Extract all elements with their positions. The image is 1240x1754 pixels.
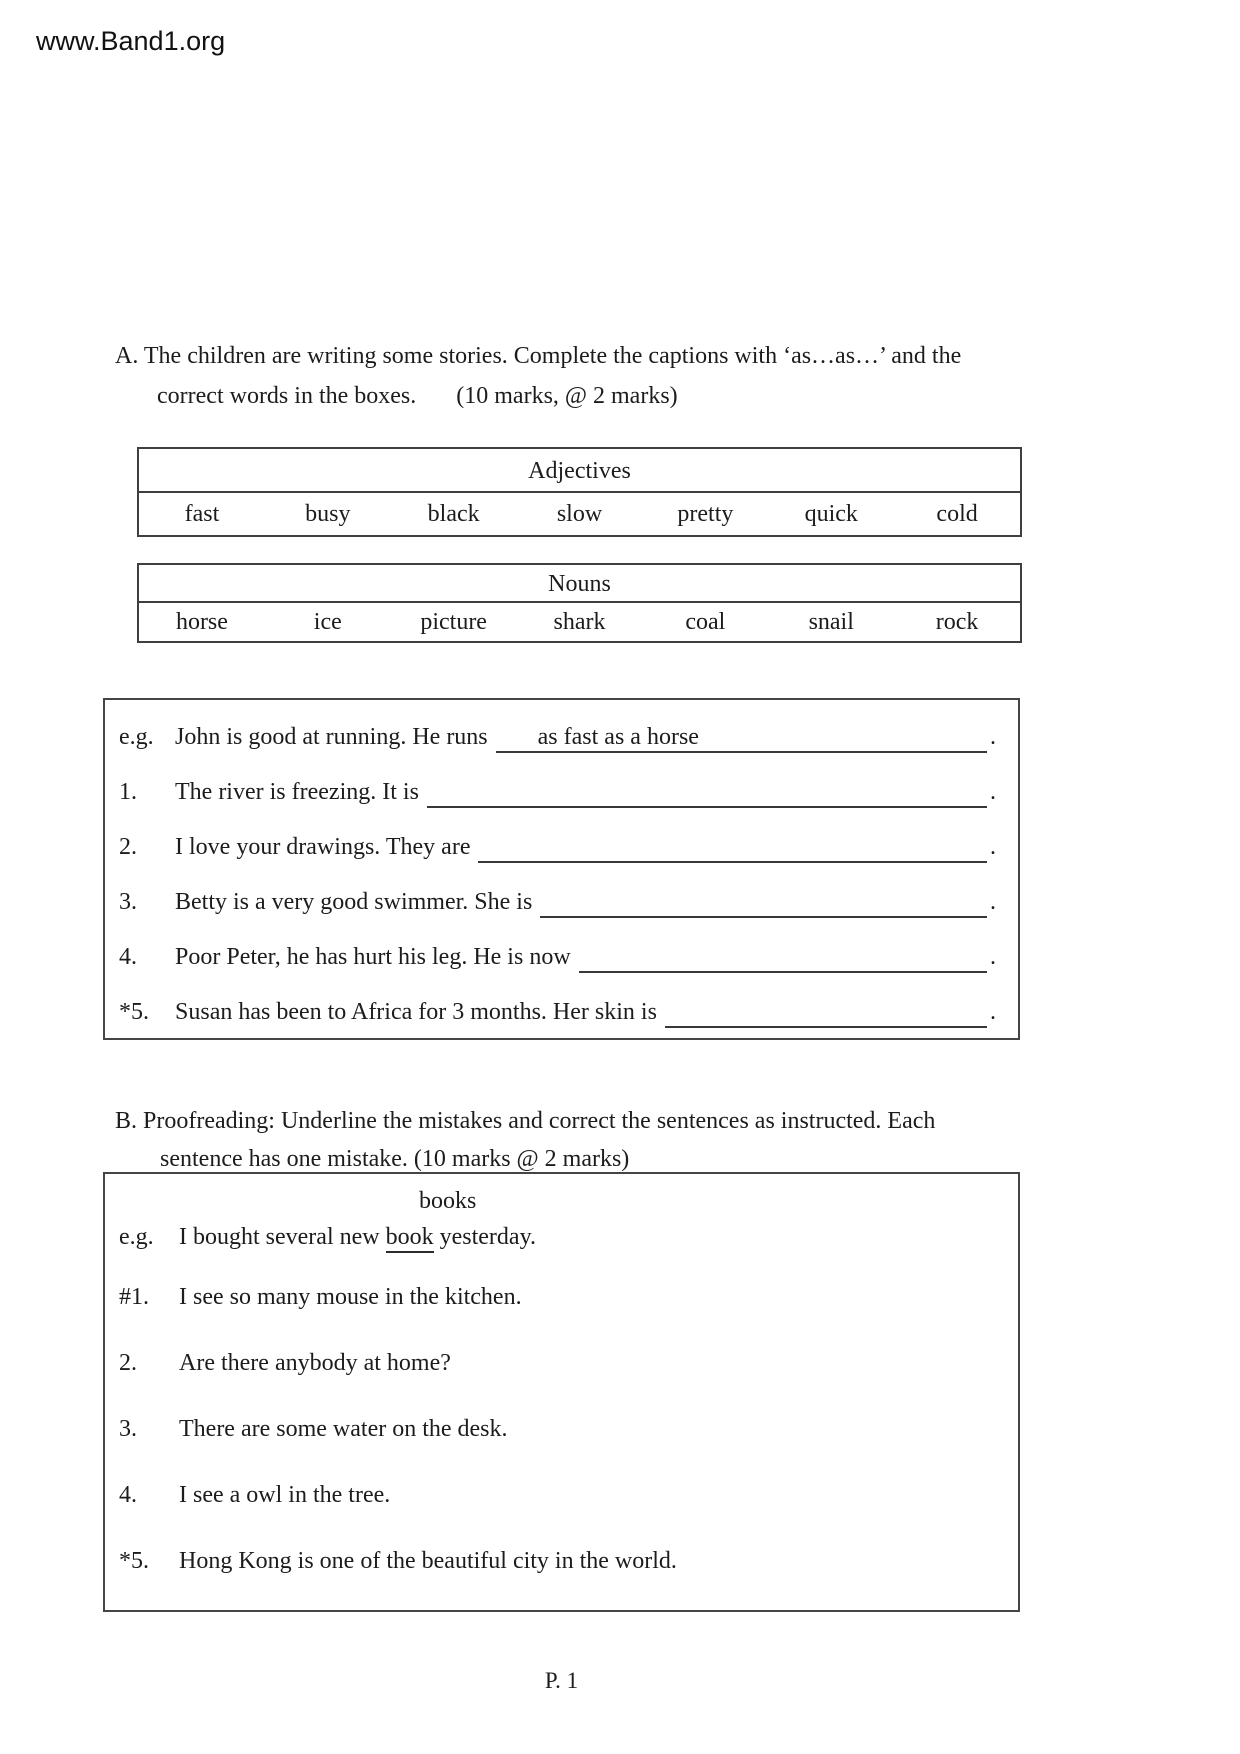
answer-blank (427, 779, 987, 808)
item-text: John is good at running. He runs (175, 724, 488, 750)
section-a-instruction-line2 (157, 376, 961, 416)
adjectives-row (139, 493, 1020, 535)
end-punctuation: . (990, 944, 996, 970)
item-number: 2. (119, 834, 137, 860)
item-number: *5. (119, 999, 149, 1025)
item-number: 2. (119, 1350, 137, 1376)
answer-blank (540, 889, 987, 918)
example-row (119, 712, 996, 767)
section-b-exercise-box (103, 1172, 1020, 1612)
adjective-word: cold (936, 500, 978, 527)
end-punctuation: . (990, 724, 996, 750)
item-text: Hong Kong is one of the beautiful city in the world. (179, 1548, 677, 1574)
section-a-marks: (10 marks, @ 2 marks) (456, 383, 678, 409)
item-row (119, 932, 996, 987)
item-number: e.g. (119, 724, 154, 750)
answer-blank (579, 944, 987, 973)
item-text: Poor Peter, he has hurt his leg. He is now (175, 944, 571, 970)
adjectives-table-title: Adjectives (139, 449, 1020, 493)
end-punctuation: . (990, 889, 996, 915)
item-text: I love your drawings. They are (175, 834, 471, 860)
section-b-heading (115, 1102, 935, 1178)
noun-word: shark (553, 608, 606, 635)
answer-blank (665, 999, 987, 1028)
adjective-word: black (427, 500, 480, 527)
item-row (119, 822, 996, 877)
item-row (119, 767, 996, 822)
mistake-word: book (386, 1224, 434, 1253)
example-row (119, 1224, 996, 1264)
adjective-word: fast (184, 500, 220, 527)
end-punctuation: . (990, 999, 996, 1025)
item-text: There are some water on the desk. (179, 1416, 508, 1442)
item-text (179, 1224, 536, 1251)
adjectives-table (137, 447, 1022, 537)
item-row (119, 987, 996, 1042)
adjective-word: pretty (677, 500, 734, 527)
end-punctuation: . (990, 779, 996, 805)
page-number: P. 1 (544, 1668, 579, 1693)
section-a-heading (115, 336, 961, 416)
item-row (119, 877, 996, 932)
section-a-instruction-text: correct words in the boxes. (157, 383, 417, 409)
nouns-row (139, 603, 1020, 641)
adjective-word: slow (556, 500, 603, 527)
correction-word: books (419, 1188, 477, 1214)
item-number: e.g. (119, 1224, 154, 1250)
section-b-instruction-line2: sentence has one mistake. (10 marks @ 2 marks) (160, 1146, 630, 1172)
sentence-post: yesterday. (433, 1224, 537, 1250)
nouns-table-title: Nouns (139, 565, 1020, 603)
item-number: 4. (119, 1482, 137, 1508)
item-text: I see a owl in the tree. (179, 1482, 391, 1508)
section-b-instruction-line1: B. Proofreading: Underline the mistakes and correct the sentences as instructed. Each (115, 1108, 936, 1134)
item-number: 4. (119, 944, 137, 970)
item-text: Betty is a very good swimmer. She is (175, 889, 533, 915)
end-punctuation: . (990, 834, 996, 860)
item-number: 3. (119, 889, 137, 915)
nouns-table (137, 563, 1022, 643)
item-row (119, 1330, 996, 1396)
answer-blank (496, 724, 987, 753)
item-text: The river is freezing. It is (175, 779, 419, 805)
noun-word: snail (808, 608, 854, 635)
item-row (119, 1396, 996, 1462)
adjective-word: busy (305, 500, 351, 527)
answer-blank (478, 834, 987, 863)
item-number: *5. (119, 1548, 149, 1574)
noun-word: ice (313, 608, 342, 635)
sentence-pre: I bought several new (179, 1224, 386, 1250)
item-row (119, 1264, 996, 1330)
noun-word: picture (420, 608, 487, 635)
noun-word: horse (175, 608, 228, 635)
item-text: Are there anybody at home? (179, 1350, 451, 1376)
noun-word: coal (685, 608, 726, 635)
adjective-word: quick (804, 500, 858, 527)
item-row (119, 1462, 996, 1528)
item-number: 1. (119, 779, 137, 805)
answer-text: as fast as a horse (537, 724, 699, 750)
item-text: I see so many mouse in the kitchen. (179, 1284, 522, 1310)
site-url: www.Band1.org (36, 26, 226, 56)
section-a-instruction-line1: A. The children are writing some stories. Complete the captions with ‘as…as…’ and the (115, 343, 962, 369)
noun-word: rock (935, 608, 979, 635)
item-text: Susan has been to Africa for 3 months. Her skin is (175, 999, 657, 1025)
item-row (119, 1528, 996, 1594)
item-number: 3. (119, 1416, 137, 1442)
item-number: #1. (119, 1284, 149, 1310)
section-a-exercise-box (103, 698, 1020, 1040)
